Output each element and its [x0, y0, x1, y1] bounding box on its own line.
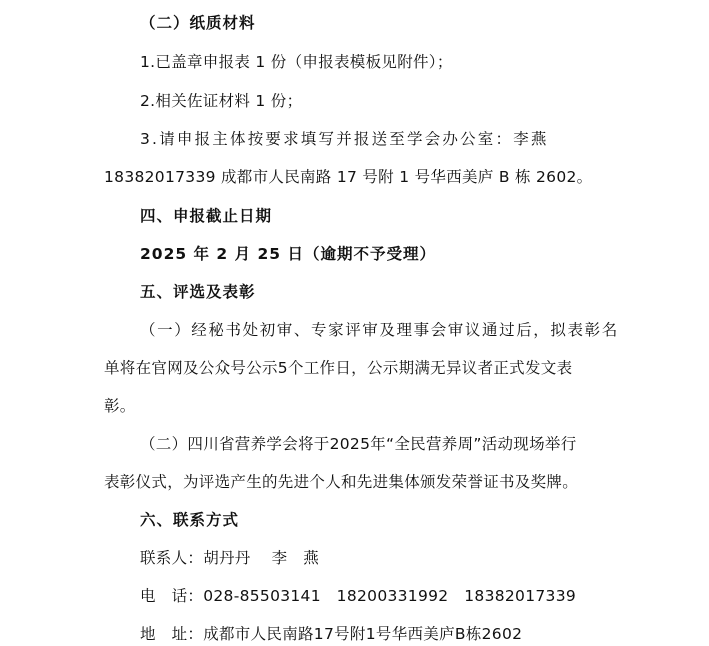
section-heading-contact: 六、联系方式	[140, 511, 240, 529]
contact-phone-label: 电 话：	[140, 587, 204, 605]
deadline-text: 2025 年 2 月 25 日（逾期不予受理）	[140, 245, 436, 263]
contact-address-label: 地 址：	[140, 625, 204, 643]
contact-phone-values: 028-85503141 18200331992 18382017339	[203, 587, 577, 605]
section-heading-selection: 五、评选及表彰	[140, 283, 256, 301]
section-heading-paper-materials: （二）纸质材料	[140, 14, 256, 32]
list-item-submission-line1: 3.请申报主体按要求填写并报送至学会办公室：李燕	[140, 130, 549, 148]
list-item-application-form: 1.已盖章申报表 1 份（申报表模板见附件）；	[140, 53, 453, 71]
contact-address-value: 成都市人民南路17号附1号华西美庐B栋2602	[203, 625, 523, 643]
contact-phone-row	[140, 586, 576, 606]
list-item-supporting-materials: 2.相关佐证材料 1 份；	[140, 92, 303, 110]
contact-address-row	[140, 624, 522, 644]
section-heading-deadline: 四、申报截止日期	[140, 207, 273, 225]
paragraph-review-line3: 彰。	[104, 397, 136, 415]
contact-person-row	[140, 548, 319, 568]
list-item-submission-line2: 18382017339 成都市人民南路 17 号附 1 号华西美庐 B 栋 2602。	[104, 168, 593, 186]
paragraph-review-line2: 单将在官网及公众号公示5个工作日，公示期满无异议者正式发文表	[104, 359, 573, 377]
paragraph-ceremony-line1: （二）四川省营养学会将于2025年“全民营养周”活动现场举行	[140, 435, 577, 453]
paragraph-review-line1: （一）经秘书处初审、专家评审及理事会审议通过后，拟表彰名	[140, 321, 619, 339]
contact-person-label: 联系人：	[140, 549, 204, 567]
contact-person-names: 胡丹丹 李 燕	[203, 549, 320, 567]
paragraph-ceremony-line2: 表彰仪式，为评选产生的先进个人和先进集体颁发荣誉证书及奖牌。	[104, 473, 579, 491]
